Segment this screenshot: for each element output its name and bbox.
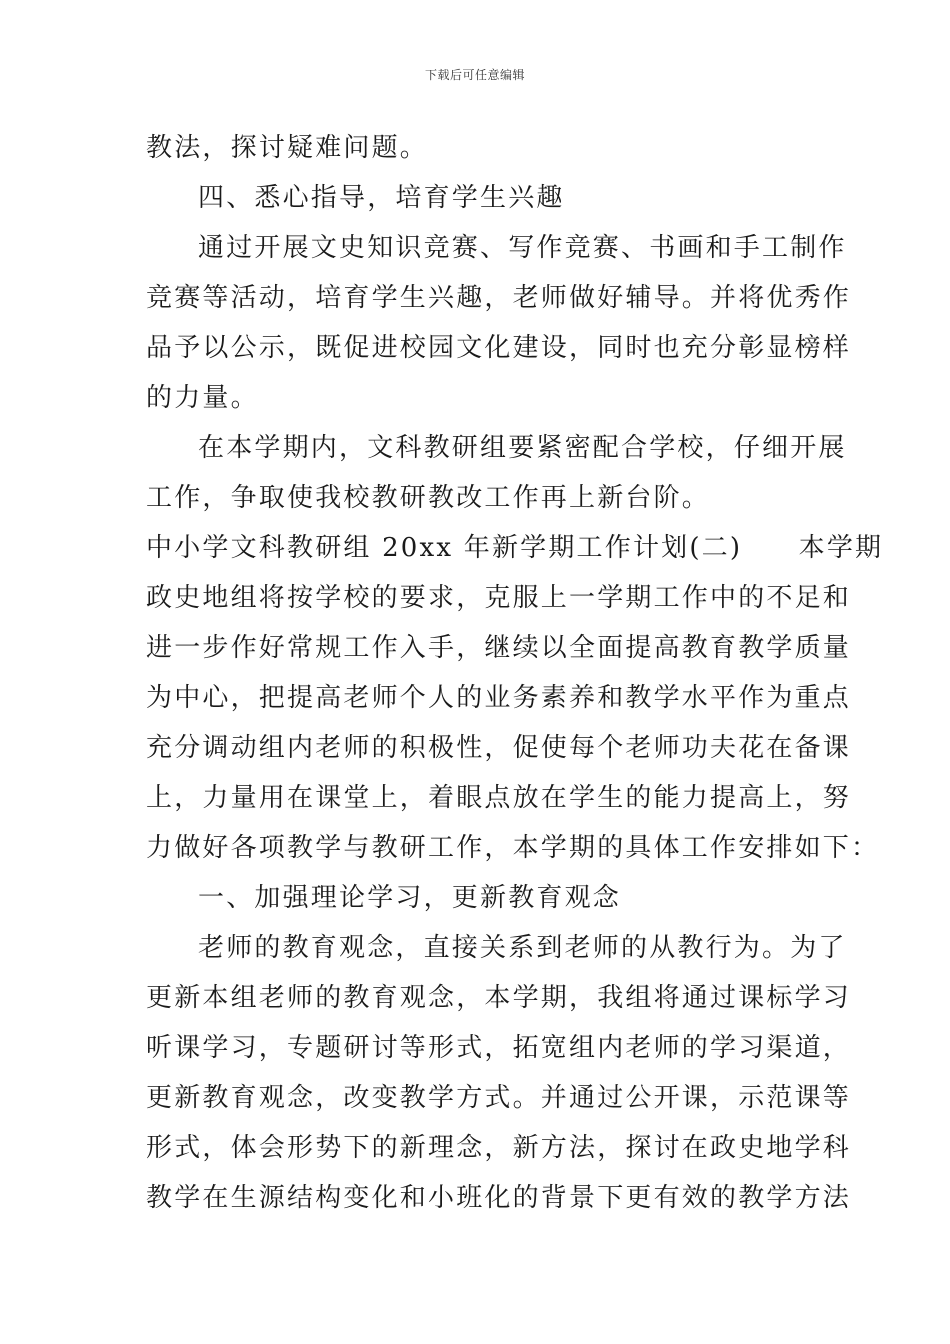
text-line: 工作，争取使我校教研教改工作再上新台阶。: [146, 483, 711, 513]
section-heading: 一、加强理论学习，更新教育观念: [198, 883, 622, 913]
section-heading: 四、悉心指导，培育学生兴趣: [198, 183, 565, 213]
text-line: 为中心，把提高老师个人的业务素养和教学水平作为重点: [146, 683, 852, 713]
text-line: 品予以公示，既促进校园文化建设，同时也充分彰显榜样: [146, 333, 852, 363]
text-line: 教法，探讨疑难问题。: [146, 133, 429, 163]
text-line: 老师的教育观念，直接关系到老师的从教行为。为了: [198, 933, 847, 963]
text-line: 充分调动组内老师的积极性，促使每个老师功夫花在备课: [146, 733, 852, 763]
text-line: 上，力量用在课堂上，着眼点放在学生的能力提高上，努: [146, 783, 852, 813]
text-line: 在本学期内，文科教研组要紧密配合学校，仔细开展: [198, 433, 847, 463]
text-line: 力做好各项教学与教研工作，本学期的具体工作安排如下：: [146, 833, 880, 863]
text-line: 进一步作好常规工作入手，继续以全面提高教育教学质量: [146, 633, 852, 663]
page-header: 下载后可任意编辑: [424, 68, 525, 82]
text-line: 更新本组老师的教育观念，本学期，我组将通过课标学习: [146, 983, 852, 1013]
document-title-line: 中小学文科教研组 20xx 年新学期工作计划(二) 本学期: [146, 533, 884, 563]
text-line: 的力量。: [146, 383, 259, 413]
text-line: 竞赛等活动，培育学生兴趣，老师做好辅导。并将优秀作: [146, 283, 852, 313]
text-line: 政史地组将按学校的要求，克服上一学期工作中的不足和: [146, 583, 852, 613]
text-line: 通过开展文史知识竞赛、写作竞赛、书画和手工制作: [198, 233, 847, 263]
text-line: 听课学习，专题研讨等形式，拓宽组内老师的学习渠道，: [146, 1033, 852, 1063]
text-line: 教学在生源结构变化和小班化的背景下更有效的教学方法: [146, 1183, 852, 1213]
text-line: 形式，体会形势下的新理念，新方法，探讨在政史地学科: [146, 1133, 852, 1163]
text-line: 更新教育观念，改变教学方式。并通过公开课，示范课等: [146, 1083, 852, 1113]
